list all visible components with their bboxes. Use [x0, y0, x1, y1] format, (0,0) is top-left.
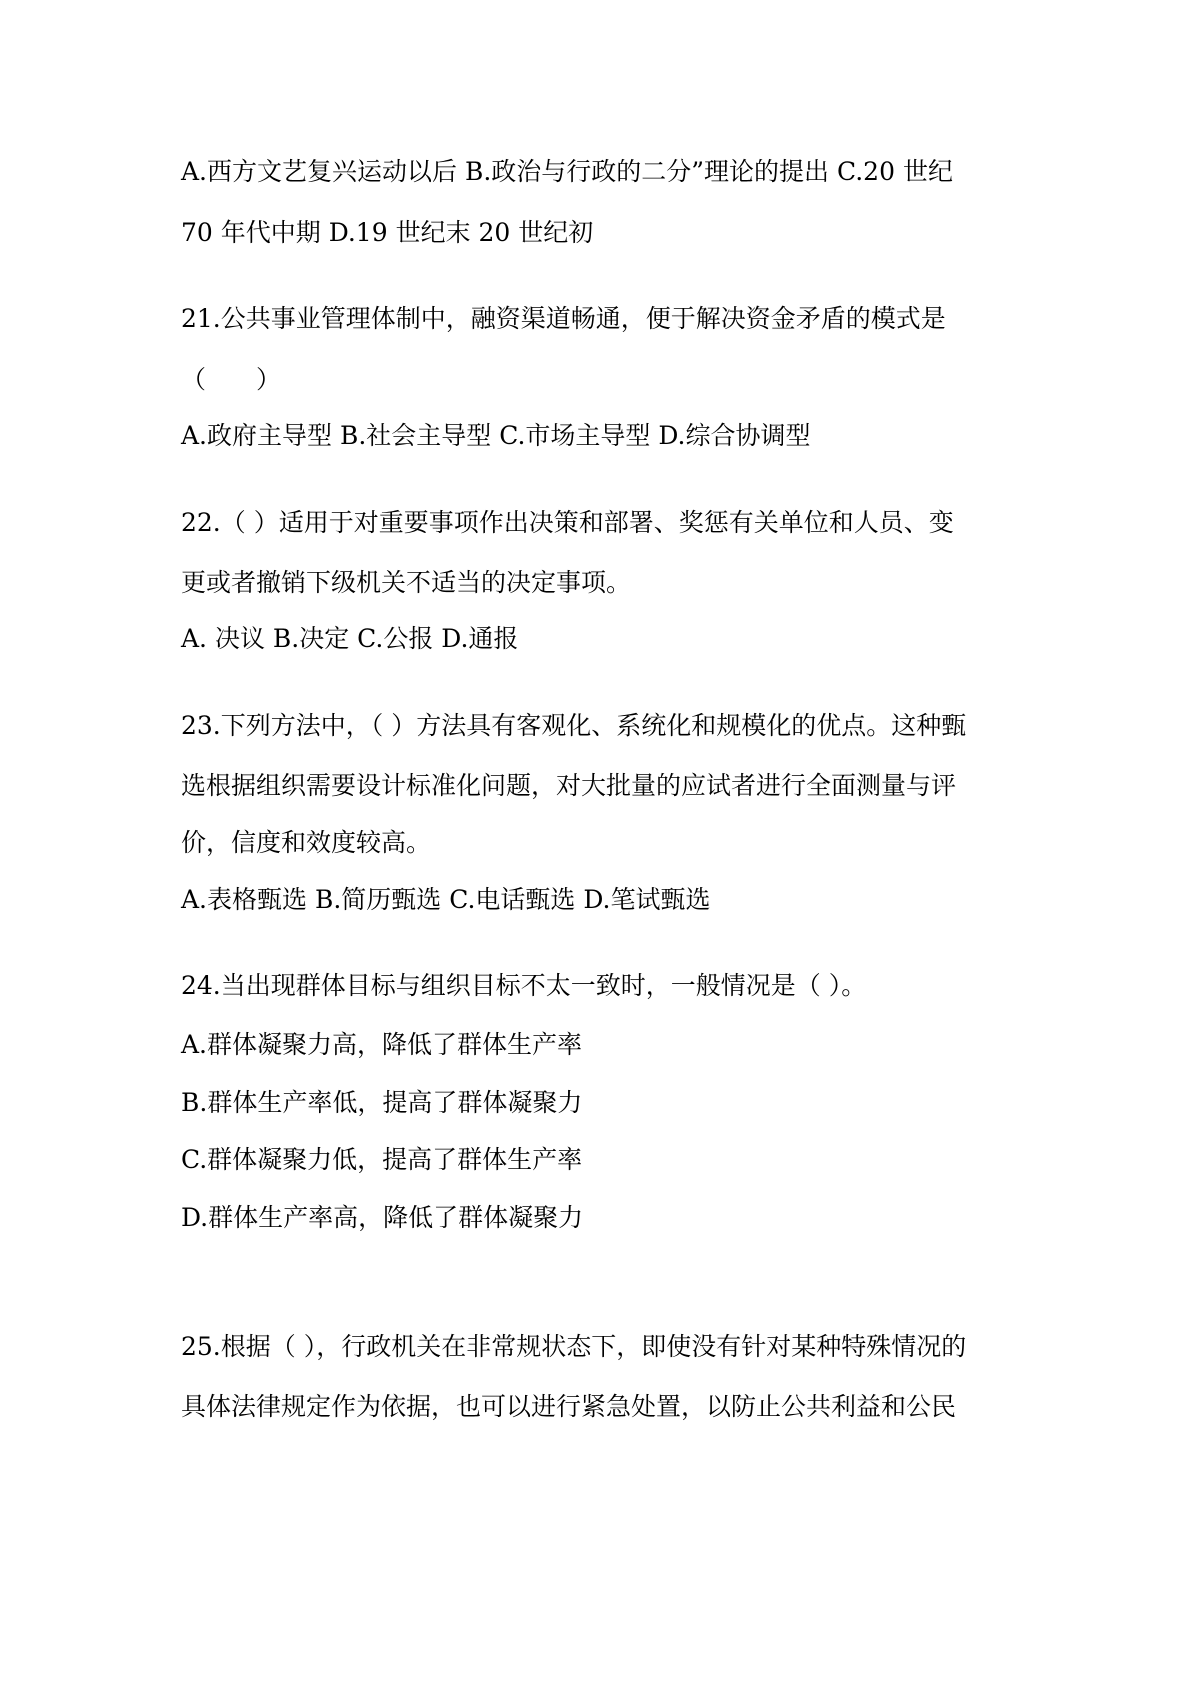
q20-options-line-2: 70 年代中期 D.19 世纪末 20 世纪初 [181, 218, 594, 247]
q22-stem-line-2: 更或者撤销下级机关不适当的决定事项。 [181, 568, 632, 597]
q23-stem-line-3: 价，信度和效度较高。 [181, 828, 432, 857]
q24-option-c: C.群体凝聚力低，提高了群体生产率 [181, 1145, 583, 1174]
q21-options: A.政府主导型 B.社会主导型 C.市场主导型 D.综合协调型 [181, 421, 811, 450]
q24-option-a: A.群体凝聚力高，降低了群体生产率 [181, 1030, 583, 1059]
q24-option-b: B.群体生产率低，提高了群体凝聚力 [181, 1088, 583, 1117]
q22-options: A. 决议 B.决定 C.公报 D.通报 [181, 624, 519, 653]
q24-option-d: D.群体生产率高，降低了群体凝聚力 [181, 1203, 584, 1232]
q20-options-line-1: A.西方文艺复兴运动以后 B.政治与行政的二分”理论的提出 C.20 世纪 [181, 157, 953, 186]
q21-stem-line-1: 21.公共事业管理体制中，融资渠道畅通，便于解决资金矛盾的模式是 [181, 304, 946, 333]
q23-options: A.表格甄选 B.简历甄选 C.电话甄选 D.笔试甄选 [181, 885, 711, 914]
q21-stem-line-2: （ ） [181, 365, 282, 394]
q22-stem-line-1: 22.（ ）适用于对重要事项作出决策和部署、奖惩有关单位和人员、变 [181, 508, 954, 537]
q25-stem-line-1: 25.根据（ ），行政机关在非常规状态下，即使没有针对某种特殊情况的 [181, 1332, 967, 1361]
q24-stem: 24.当出现群体目标与组织目标不太一致时，一般情况是（ ）。 [181, 971, 867, 1000]
q23-stem-line-1: 23.下列方法中，（ ）方法具有客观化、系统化和规模化的优点。这种甄 [181, 711, 967, 740]
q23-stem-line-2: 选根据组织需要设计标准化问题，对大批量的应试者进行全面测量与评 [181, 771, 957, 800]
q25-stem-line-2: 具体法律规定作为依据，也可以进行紧急处置，以防止公共利益和公民 [181, 1392, 957, 1421]
